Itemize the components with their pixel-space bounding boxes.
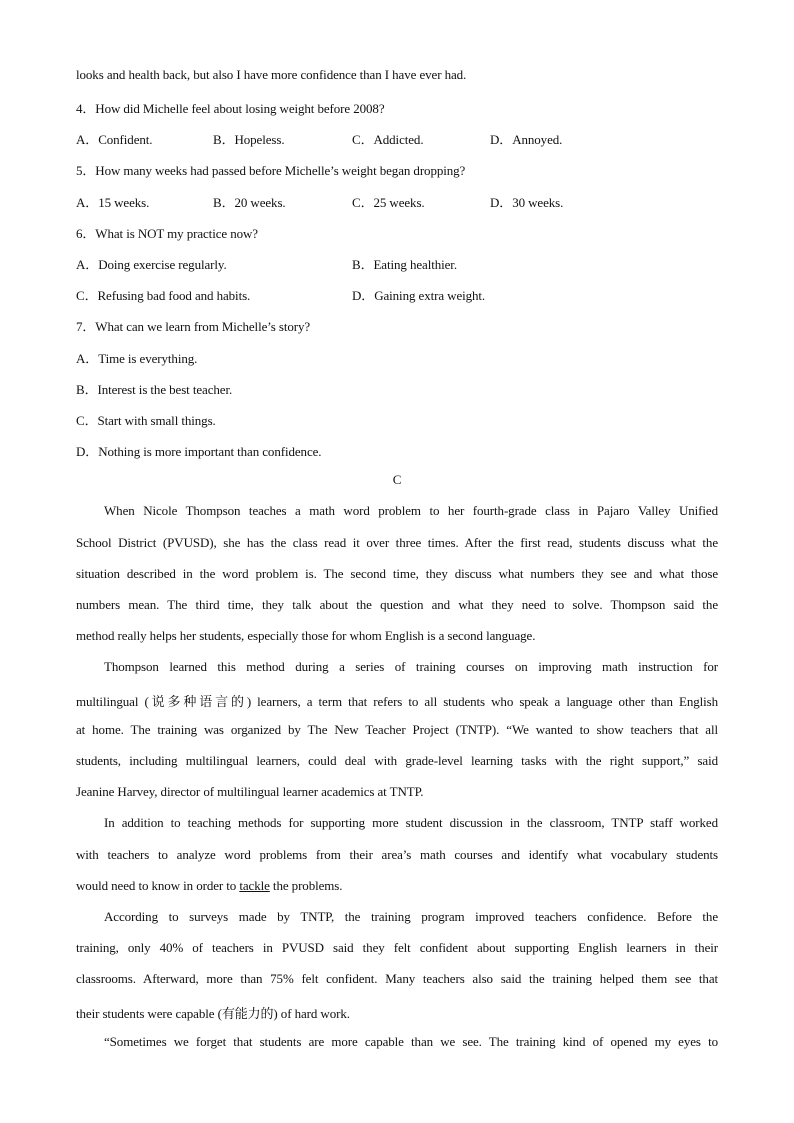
q6-option-a: A．Doing exercise regularly. <box>76 257 227 272</box>
question-5-stem: 5．How many weeks had passed before Michelle’s weight began dropping? <box>76 163 466 178</box>
intro-tail-line: looks and health back, but also I have more confidence than I have ever had. <box>76 67 467 82</box>
q5-option-b: B．20 weeks. <box>213 195 286 210</box>
q4-option-c: C．Addicted. <box>352 132 424 147</box>
q7-option-d: D．Nothing is more important than confidence. <box>76 444 322 459</box>
q4-option-d: D．Annoyed. <box>490 132 563 147</box>
paragraph-line: with teachers to analyze word problems from their area’s math courses and identify what vocabulary students <box>76 847 718 862</box>
q6-option-c: C．Refusing bad food and habits. <box>76 288 251 303</box>
q7-option-a: A．Time is everything. <box>76 351 198 366</box>
paragraph-line: When Nicole Thompson teaches a math word problem to her fourth-grade class in Pajaro Valley Unified <box>104 503 718 518</box>
q4-option-a: A．Confident. <box>76 132 153 147</box>
question-4-stem: 4．How did Michelle feel about losing weight before 2008? <box>76 101 385 116</box>
paragraph-line: Jeanine Harvey, director of multilingual learner academics at TNTP. <box>76 784 424 799</box>
paragraph-text: the problems. <box>269 878 343 893</box>
paragraph-line: their students were capable (有能力的) of hard work. <box>76 1006 350 1021</box>
q4-option-b: B．Hopeless. <box>213 132 285 147</box>
paragraph-line: numbers mean. The third time, they talk about the question and what they need to solve. Thompson said the <box>76 597 718 612</box>
q5-option-a: A．15 weeks. <box>76 195 150 210</box>
paragraph-text: would need to know in order to <box>76 878 240 893</box>
q7-option-b: B．Interest is the best teacher. <box>76 382 233 397</box>
section-heading: C <box>392 472 402 487</box>
paragraph-line: Thompson learned this method during a series of training courses on improving math instruction for <box>104 659 718 674</box>
paragraph-line <box>76 878 342 894</box>
q6-option-d: D．Gaining extra weight. <box>352 288 486 303</box>
paragraph-line: classrooms. Afterward, more than 75% felt confident. Many teachers also said the training helped them see that <box>76 971 718 986</box>
underlined-word: tackle <box>239 878 270 893</box>
question-7-stem: 7．What can we learn from Michelle’s story? <box>76 319 311 334</box>
q6-option-b: B．Eating healthier. <box>352 257 457 272</box>
paragraph-line: training, only 40% of teachers in PVUSD said they felt confident about supporting English learners in their <box>76 940 718 955</box>
q7-option-c: C．Start with small things. <box>76 413 216 428</box>
paragraph-line: School District (PVUSD), she has the class read it over three times. After the first read, students discuss what the <box>76 535 718 550</box>
paragraph-line: at home. The training was organized by The New Teacher Project (TNTP). “We wanted to show teachers that all <box>76 722 718 737</box>
paragraph-line: method really helps her students, especially those for whom English is a second language. <box>76 628 536 643</box>
paragraph-line: In addition to teaching methods for supporting more student discussion in the classroom, TNTP staff worked <box>104 815 718 830</box>
paragraph-line: multilingual (说多种语言的) learners, a term that refers to all students who speak a language other than English <box>76 694 718 709</box>
q5-option-c: C．25 weeks. <box>352 195 425 210</box>
paragraph-line: situation described in the word problem is. The second time, they discuss what numbers they see and what those <box>76 566 718 581</box>
paragraph-line: According to surveys made by TNTP, the training program improved teachers confidence. Before the <box>104 909 718 924</box>
paragraph-line: “Sometimes we forget that students are more capable than we see. The training kind of opened my eyes to <box>104 1034 718 1049</box>
paragraph-line: students, including multilingual learners, could deal with grade-level learning tasks with the right support,” said <box>76 753 718 768</box>
q5-option-d: D．30 weeks. <box>490 195 564 210</box>
question-6-stem: 6．What is NOT my practice now? <box>76 226 258 241</box>
